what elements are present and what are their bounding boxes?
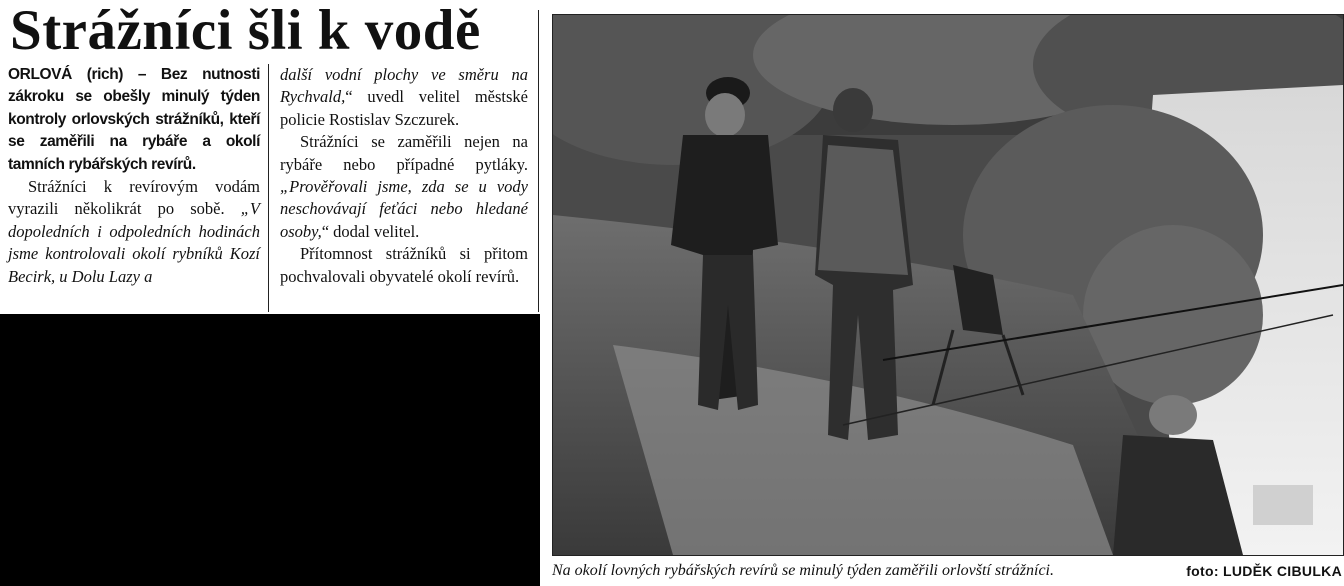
body-paragraph-2 [280,131,528,243]
quote-text: „V dopoledních i odpoledních hodinách jsme kontrolovali okolí rybníků Kozí Becirk, u Dolu Lazy a [8,199,260,286]
photo-caption [552,559,1342,583]
black-area [0,314,540,586]
body-paragraph-3: Přítomnost strážníků si přitom pochvalovali obyvatelé okolí revírů. [280,244,528,286]
body-text: “ dodal velitel. [321,221,420,241]
caption-text: Na okolí lovných rybářských revírů se minulý týden zaměřili orlovští strážníci. [552,562,1054,579]
news-photo [552,14,1344,556]
photo-credit: foto: LUDĚK CIBULKA [1186,563,1342,579]
column-2 [280,64,528,288]
column-1 [8,64,260,288]
article-divider [538,10,539,312]
quote-text: další vodní plochy ve směru na Rychvald, [280,65,528,107]
lead-paragraph: ORLOVÁ (rich) – Bez nutnosti zákroku se obešly minulý týden kontroly orlovských strážníků, kteří se zaměřili na rybáře a okolí tamních rybářských revírů. [8,66,260,173]
body-text: “ uvedl velitel městské policie Rostislav Szczurek. [280,87,528,129]
quote-text: „Prověřovali jsme, zda se u vody neschovávají feťáci nebo hledané osoby, [280,177,528,241]
body-paragraph-1 [8,176,260,288]
headline: Strážníci šli k vodě [10,0,481,62]
body-text: Strážníci se zaměřili nejen na rybáře nebo případné pytláky. [280,132,528,174]
body-paragraph-1-cont [280,64,528,131]
column-divider [268,64,269,312]
body-text: Strážníci k revírovým vodám vyrazili několikrát po sobě. [8,177,260,219]
